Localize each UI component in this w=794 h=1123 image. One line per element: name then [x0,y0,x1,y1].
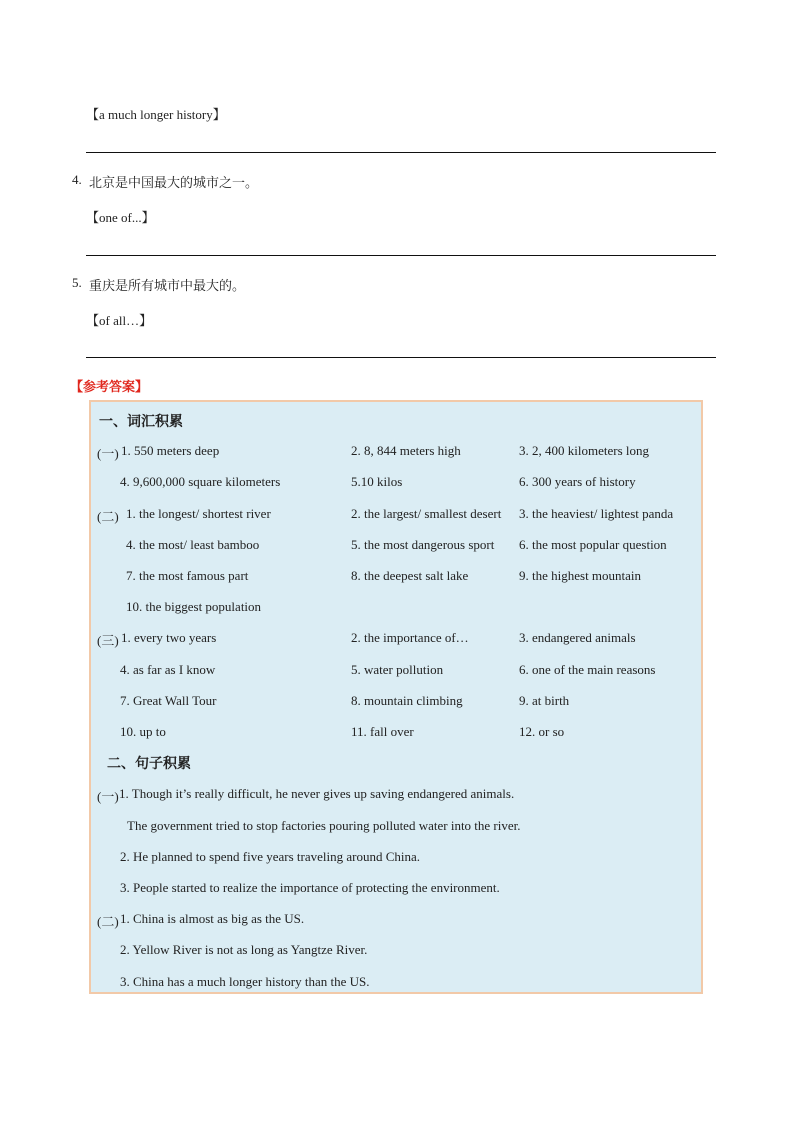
answer-box [89,400,703,994]
list-item: 3. endangered animals [519,630,636,645]
list-item: 9. the highest mountain [519,568,642,583]
list-item: 2. the importance of… [351,630,469,645]
list-item: 1. the longest/ shortest river [126,506,271,521]
s1-part1-label: (一) [97,446,119,461]
s2-part2-label: (二) [97,914,119,929]
list-item: 11. fall over [351,724,414,739]
list-item: 4. as far as I know [120,662,216,677]
s1-part3-label: (三) [97,633,119,648]
sentence-line: The government tried to stop factories pouring polluted water into the river. [127,818,521,833]
sentence-line: 2. Yellow River is not as long as Yangtze River. [120,942,368,957]
list-item: 5. the most dangerous sport [351,537,495,552]
s1-part2-label: (二) [97,509,119,524]
answer-line-4[interactable] [86,255,716,256]
list-item: 10. the biggest population [126,599,262,614]
list-item: 7. the most famous part [126,568,249,583]
hint-5: 【of all…】 [86,313,153,328]
sentence-line: 3. China has a much longer history than the US. [120,974,370,989]
list-item: 3. 2, 400 kilometers long [519,443,649,458]
section-2-heading: 二、句子积累 [107,756,191,772]
list-item: 2. 8, 844 meters high [351,443,461,458]
sentence-line: 1. Though it’s really difficult, he never gives up saving endangered animals. [119,786,515,801]
answer-line-5[interactable] [86,357,716,358]
section-1-heading: 一、词汇积累 [99,414,183,430]
list-item: 4. 9,600,000 square kilometers [120,474,281,489]
list-item: 12. or so [519,724,565,739]
list-item: 2. the largest/ smallest desert [351,506,502,521]
list-item: 4. the most/ least bamboo [126,537,260,552]
list-item: 8. mountain climbing [351,693,463,708]
s2-part1-label: (一) [97,789,119,804]
list-item: 6. 300 years of history [519,474,636,489]
list-item: 8. the deepest salt lake [351,568,469,583]
question-4-number: 4. [72,172,82,187]
sentence-line: 3. People started to realize the importance of protecting the environment. [120,880,500,895]
list-item: 6. one of the main reasons [519,662,656,677]
sentence-line: 2. He planned to spend five years traveling around China. [120,849,420,864]
list-item: 9. at birth [519,693,570,708]
question-5-text: 重庆是所有城市中最大的。 [89,279,246,294]
list-item: 6. the most popular question [519,537,667,552]
answer-line-3[interactable] [86,152,716,153]
list-item: 3. the heaviest/ lightest panda [519,506,674,521]
question-5-number: 5. [72,275,82,290]
answer-title: 【参考答案】 [70,380,149,395]
list-item: 5. water pollution [351,662,444,677]
hint-3: 【a much longer history】 [86,107,226,122]
list-item: 5.10 kilos [351,474,403,489]
list-item: 1. 550 meters deep [121,443,220,458]
list-item: 10. up to [120,724,166,739]
question-4-text: 北京是中国最大的城市之一。 [89,176,259,191]
list-item: 7. Great Wall Tour [120,693,217,708]
list-item: 1. every two years [121,630,217,645]
hint-4: 【one of...】 [86,210,155,225]
sentence-line: 1. China is almost as big as the US. [120,911,305,926]
